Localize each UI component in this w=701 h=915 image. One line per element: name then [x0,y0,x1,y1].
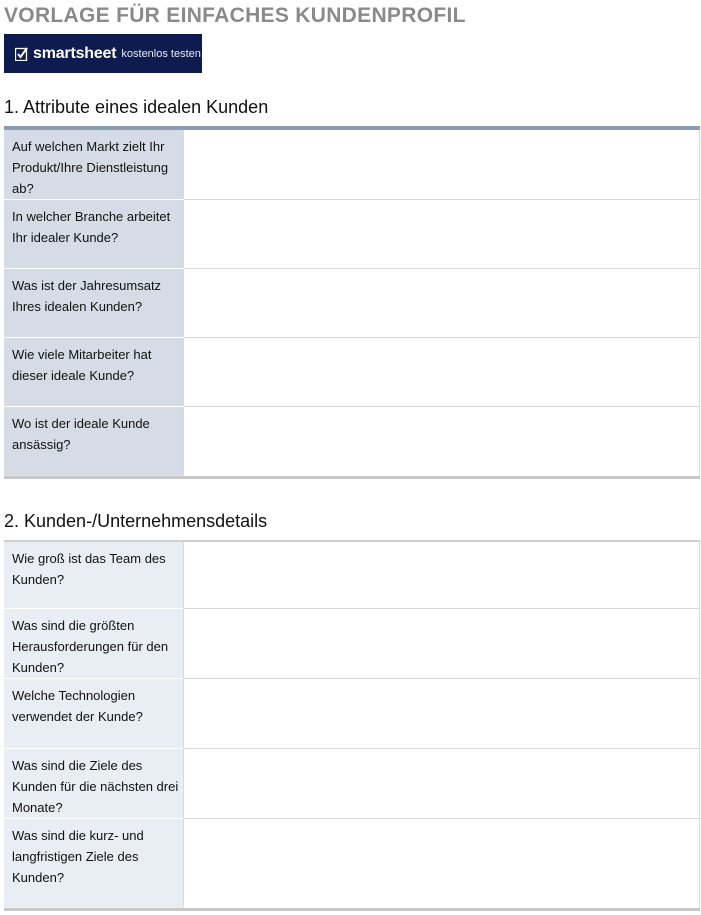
question-cell: Wie groß ist das Team des Kunden? [4,541,183,608]
document-title: VORLAGE FÜR EINFACHES KUNDENPROFIL [4,4,466,27]
section-2-table [4,540,700,911]
table-row [4,128,700,200]
answer-cell[interactable] [183,269,700,338]
question-cell: Wie viele Mitarbeiter hat dieser ideale Kunde? [4,338,183,407]
smartsheet-banner[interactable] [4,34,202,73]
table-row [4,407,700,478]
banner-brand: smartsheet [33,44,117,62]
question-cell: Was sind die Ziele des Kunden für die nächsten drei Monate? [4,748,183,818]
answer-cell[interactable] [183,407,700,478]
table-row [4,338,700,407]
table-row [4,608,700,678]
answer-cell[interactable] [183,200,700,269]
table-row [4,748,700,818]
section-2-heading: 2. Kunden-/Unternehmensdetails [4,511,268,531]
answer-cell[interactable] [183,541,700,608]
question-cell: In welcher Branche arbeitet Ihr idealer Kunde? [4,200,183,269]
answer-cell[interactable] [183,128,700,200]
question-cell: Was sind die größten Herausforderungen für den Kunden? [4,608,183,678]
question-cell: Was sind die kurz- und langfristigen Ziele des Kunden? [4,818,183,909]
table-row [4,200,700,269]
table-row [4,818,700,909]
table-row [4,541,700,608]
answer-cell[interactable] [183,678,700,748]
section-1-table [4,126,700,479]
banner-tagline: kostenlos testen [121,47,201,60]
question-cell: Was ist der Jahresumsatz Ihres idealen Kunden? [4,269,183,338]
answer-cell[interactable] [183,748,700,818]
smartsheet-check-icon [14,47,28,61]
table-row [4,678,700,748]
answer-cell[interactable] [183,818,700,909]
question-cell: Auf welchen Markt zielt Ihr Produkt/Ihre Dienstleistung ab? [4,128,183,200]
answer-cell[interactable] [183,608,700,678]
section-1-heading: 1. Attribute eines idealen Kunden [4,97,269,117]
question-cell: Welche Technologien verwendet der Kunde? [4,678,183,748]
question-cell: Wo ist der ideale Kunde ansässig? [4,407,183,478]
table-row [4,269,700,338]
answer-cell[interactable] [183,338,700,407]
